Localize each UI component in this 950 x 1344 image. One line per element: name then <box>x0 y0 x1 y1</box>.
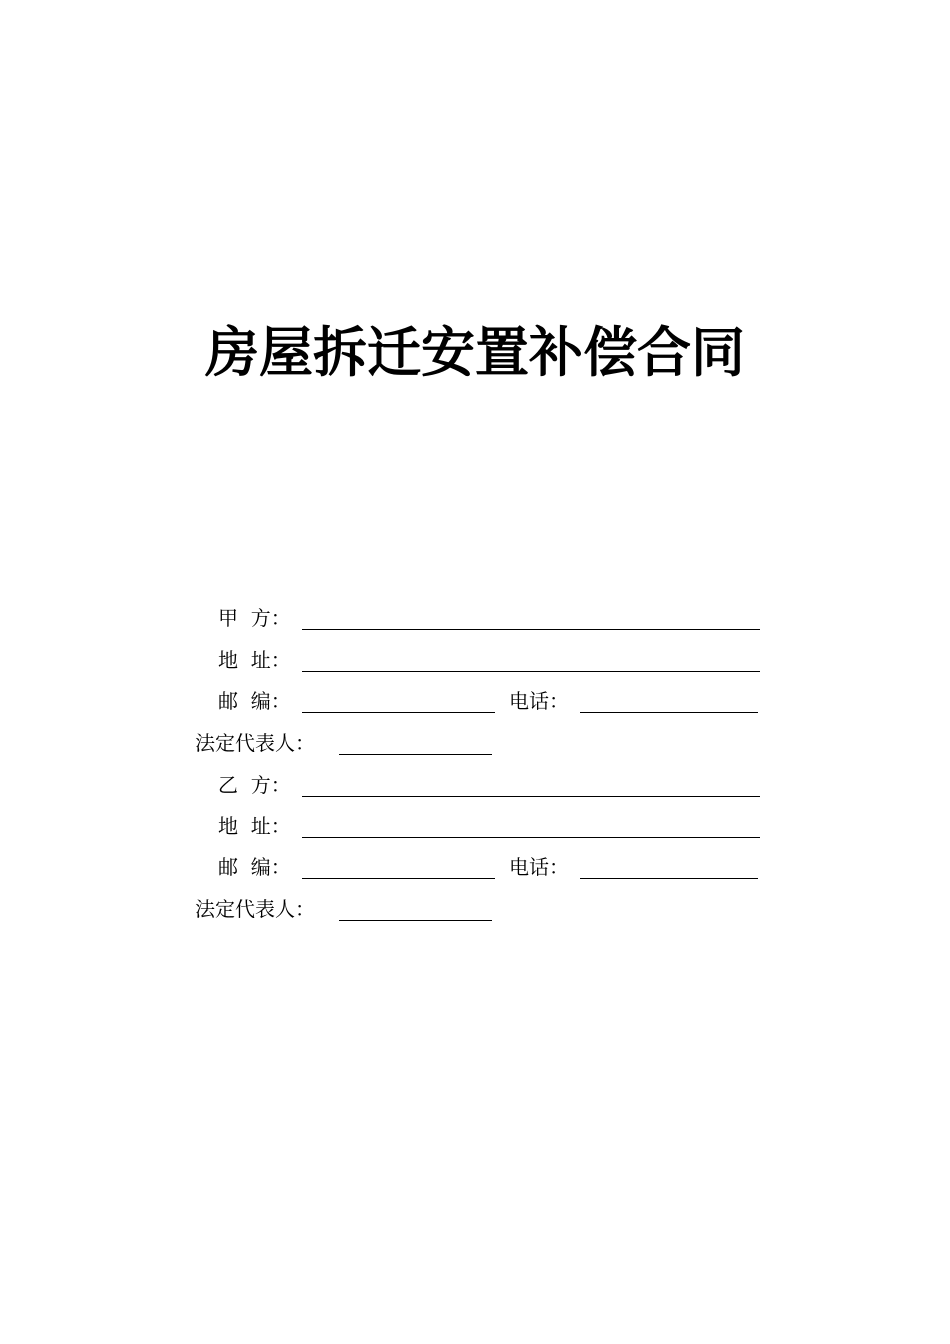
party-a-name-label: 甲 方： <box>218 606 291 630</box>
party-b-legal-rep-label: 法定代表人： <box>195 897 315 921</box>
party-a-legal-rep-label: 法定代表人： <box>195 731 315 755</box>
party-b-legal-rep-row <box>0 894 950 924</box>
party-b-name-field[interactable] <box>302 796 760 797</box>
party-a-phone-field[interactable] <box>580 712 758 713</box>
party-a-contact-row <box>0 686 950 716</box>
party-a-legal-rep-field[interactable] <box>339 754 492 755</box>
party-a-legal-rep-row <box>0 728 950 758</box>
document-title: 房屋拆迁安置补偿合同 <box>205 321 745 384</box>
party-b-address-field[interactable] <box>302 837 760 838</box>
party-a-address-row <box>0 645 950 675</box>
party-b-phone-field[interactable] <box>580 878 758 879</box>
party-b-contact-row <box>0 852 950 882</box>
party-b-postcode-label: 邮 编： <box>218 855 291 879</box>
party-b-name-row <box>0 770 950 800</box>
party-b-legal-rep-field[interactable] <box>339 920 492 921</box>
party-b-postcode-field[interactable] <box>302 878 495 879</box>
party-a-name-field[interactable] <box>302 629 760 630</box>
party-b-phone-label: 电话： <box>509 855 569 879</box>
party-b-address-label: 地 址： <box>218 814 291 838</box>
party-a-name-row <box>0 603 950 633</box>
party-a-postcode-field[interactable] <box>302 712 495 713</box>
party-a-phone-label: 电话： <box>509 689 569 713</box>
party-b-name-label: 乙 方： <box>218 773 291 797</box>
party-b-address-row <box>0 811 950 841</box>
party-a-address-label: 地 址： <box>218 648 291 672</box>
party-a-postcode-label: 邮 编： <box>218 689 291 713</box>
party-a-address-field[interactable] <box>302 671 760 672</box>
